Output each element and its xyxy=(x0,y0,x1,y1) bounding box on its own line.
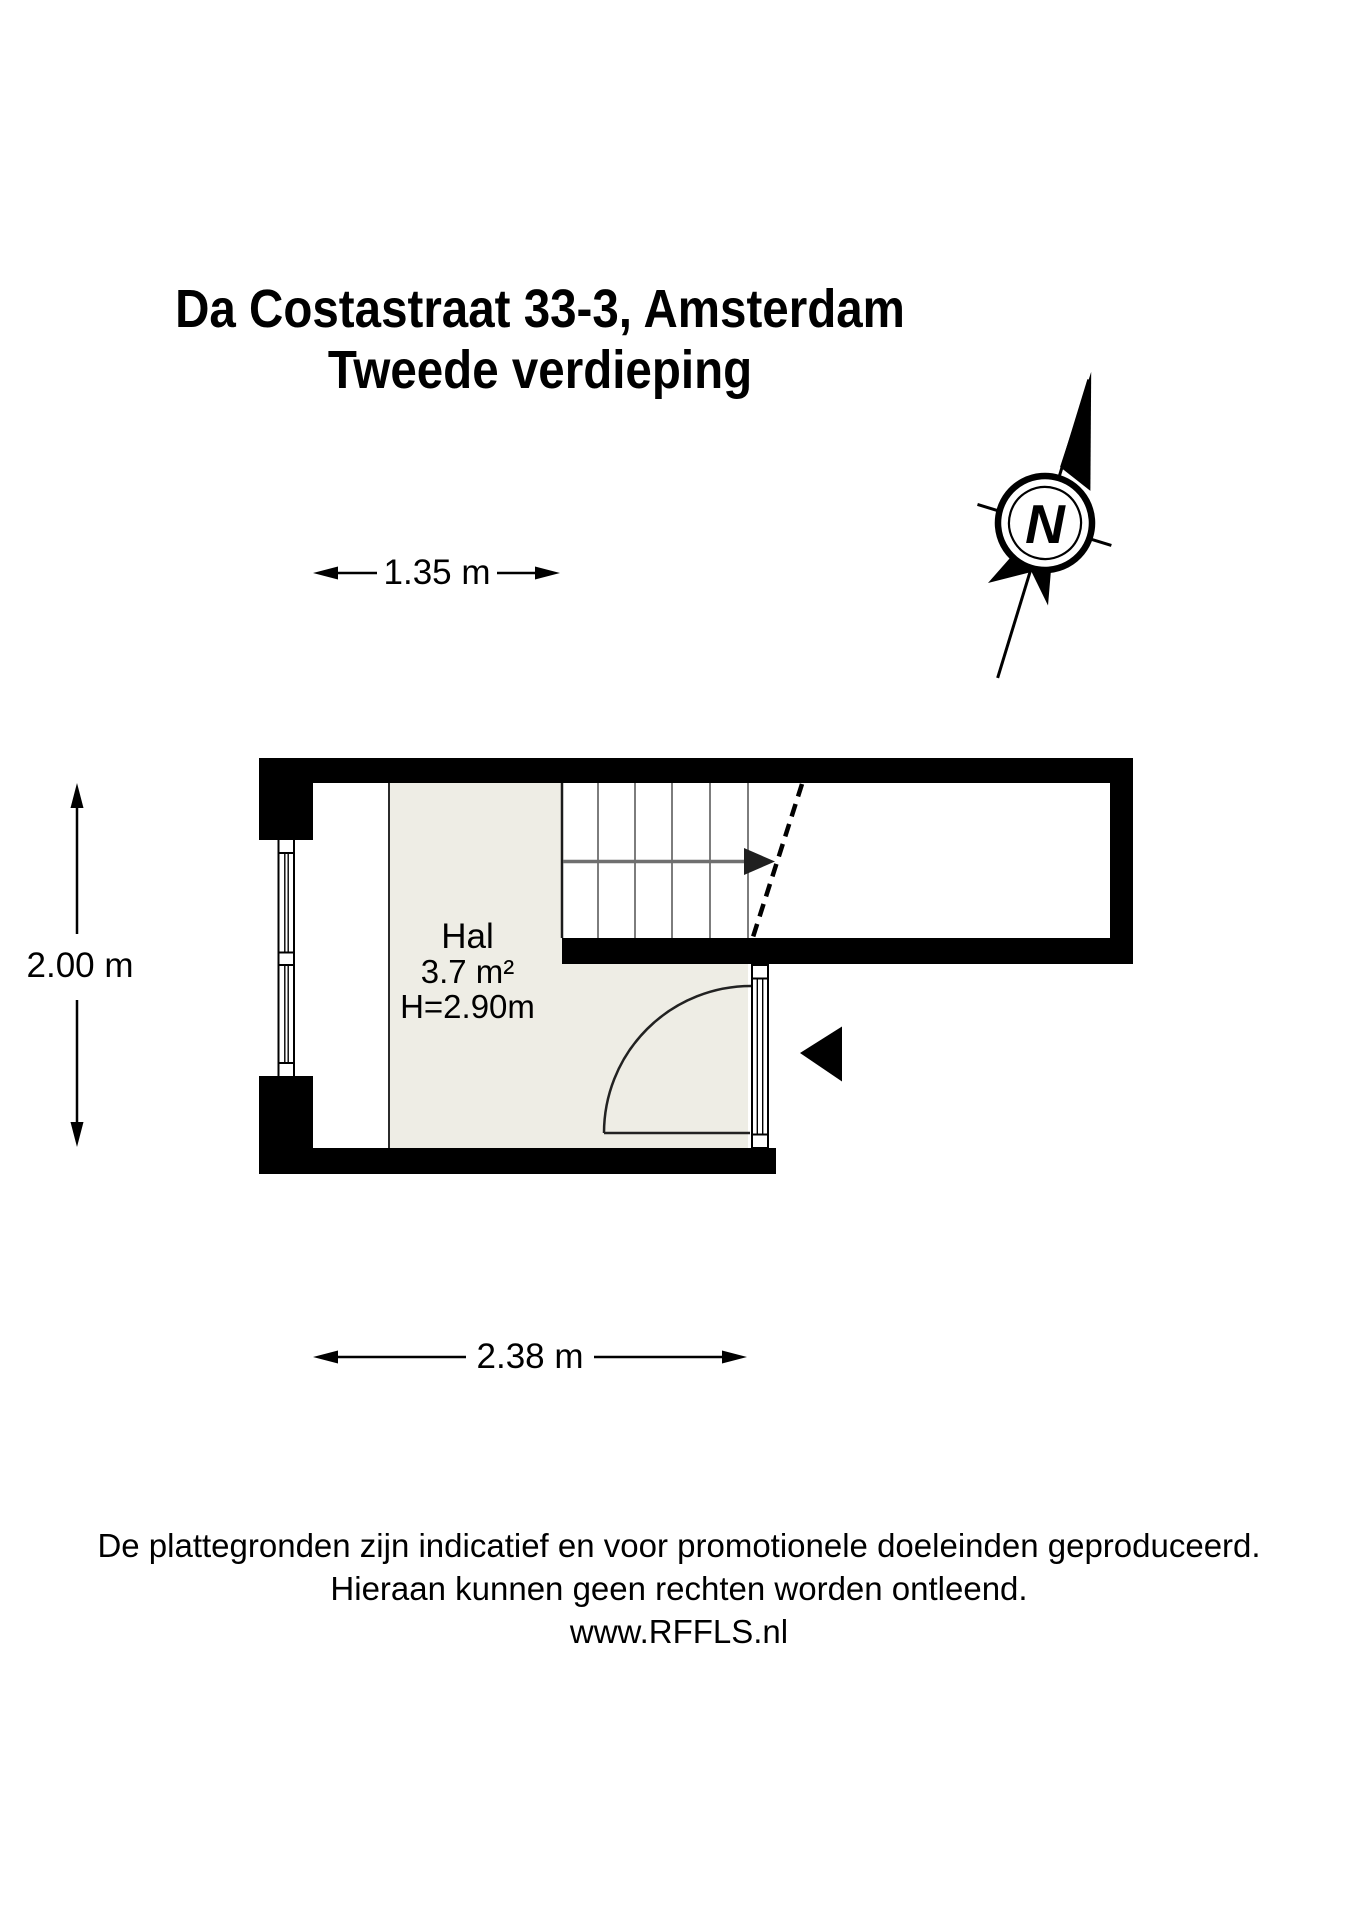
north-arrow-icon xyxy=(931,351,1158,698)
entrance-arrow-icon xyxy=(800,1027,842,1082)
dimension-label-bottom: 2.38 m xyxy=(470,1337,590,1377)
footer-line2: Hieraan kunnen geen rechten worden ontleend. xyxy=(330,1570,1028,1607)
stair-direction-arrow-icon xyxy=(744,848,775,875)
room-name: Hal xyxy=(441,917,494,956)
stairs xyxy=(563,783,802,938)
room-label-hal xyxy=(380,919,555,1024)
right-wall xyxy=(1110,758,1133,964)
bottom-wall xyxy=(259,1148,776,1174)
room-ceiling-height: H=2.90m xyxy=(400,988,535,1025)
compass-north-letter: N xyxy=(1025,493,1065,555)
stairwell-bottom-wall xyxy=(562,938,1133,964)
dimension-label-top: 1.35 m xyxy=(377,553,497,593)
page-title-line1: Da Costastraat 33-3, Amsterdam xyxy=(175,279,905,339)
footer-website: www.RFFLS.nl xyxy=(569,1613,789,1650)
room-area: 3.7 m² xyxy=(420,953,515,990)
footer-disclaimer xyxy=(0,1524,1358,1653)
top-left-wall-block xyxy=(259,758,313,840)
footer-line1: De plattegronden zijn indicatief en voor promotionele doeleinden geproduceerd. xyxy=(97,1527,1261,1564)
window xyxy=(279,839,295,1077)
page-title-line2: Tweede verdieping xyxy=(327,340,753,400)
dimension-label-left: 2.00 m xyxy=(10,946,150,986)
top-wall xyxy=(259,758,1133,783)
